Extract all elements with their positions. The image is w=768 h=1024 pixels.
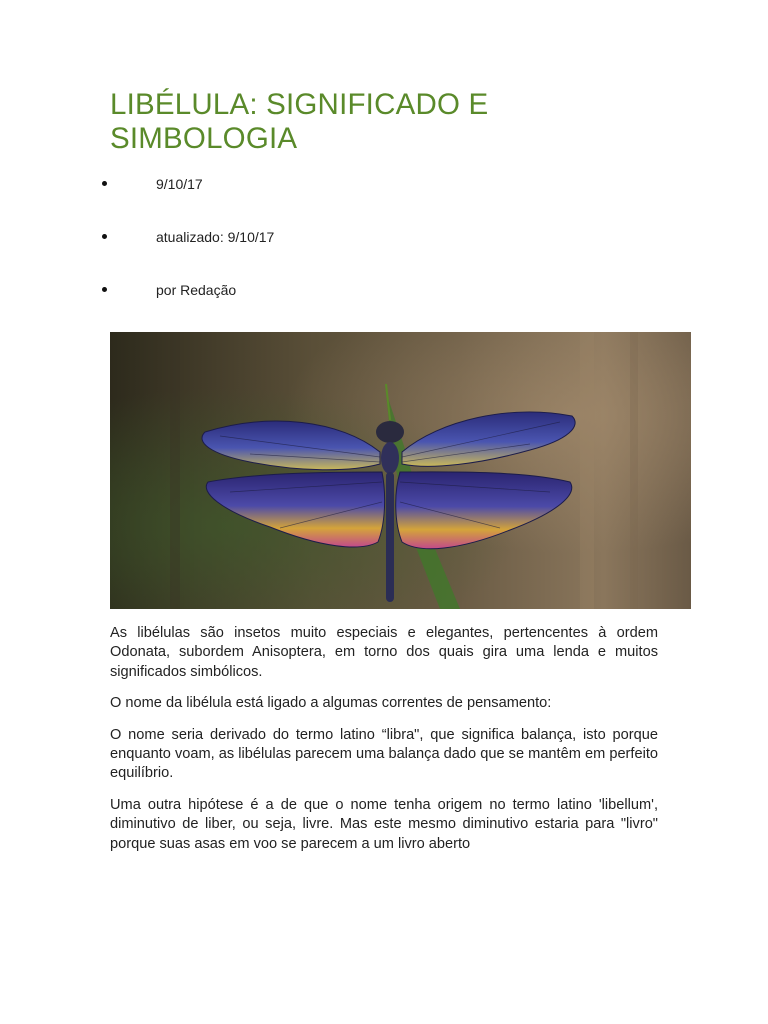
- bullet-icon: [102, 287, 107, 292]
- meta-updated: [102, 227, 502, 280]
- dragonfly-image: [110, 332, 691, 609]
- bullet-icon: [102, 234, 107, 239]
- article-meta-list: [102, 174, 502, 333]
- meta-author: [102, 280, 502, 333]
- dragonfly-illustration: [110, 332, 691, 609]
- paragraph: O nome da libélula está ligado a algumas correntes de pensamento:: [110, 695, 552, 712]
- paragraph: Uma outra hipótese é a de que o nome tenha origem no termo latino 'libellum', diminutivo de liber, ou seja, livre. Mas este mesmo diminutivo estaria para "livro" porque suas asas em voo se parecem a um livro aberto: [110, 796, 658, 852]
- bullet-icon: [102, 181, 107, 186]
- article-title: LIBÉLULA: SIGNIFICADO E SIMBOLOGIA: [110, 88, 489, 155]
- article-body: [110, 624, 658, 866]
- meta-updated-text: atualizado: 9/10/17: [156, 229, 275, 245]
- meta-date: [102, 174, 502, 227]
- paragraph: O nome seria derivado do termo latino “libra", que significa balança, isto porque enquanto voam, as libélulas parecem uma balança dado que se mantêm em perfeito equilíbrio.: [110, 726, 658, 782]
- meta-date-text: 9/10/17: [156, 176, 203, 192]
- meta-author-text: por Redação: [156, 282, 237, 298]
- paragraph: As libélulas são insetos muito especiais e elegantes, pertencentes à ordem Odonata, subordem Anisoptera, em torno dos quais gira uma lenda e muitos significados simbólicos.: [110, 625, 658, 680]
